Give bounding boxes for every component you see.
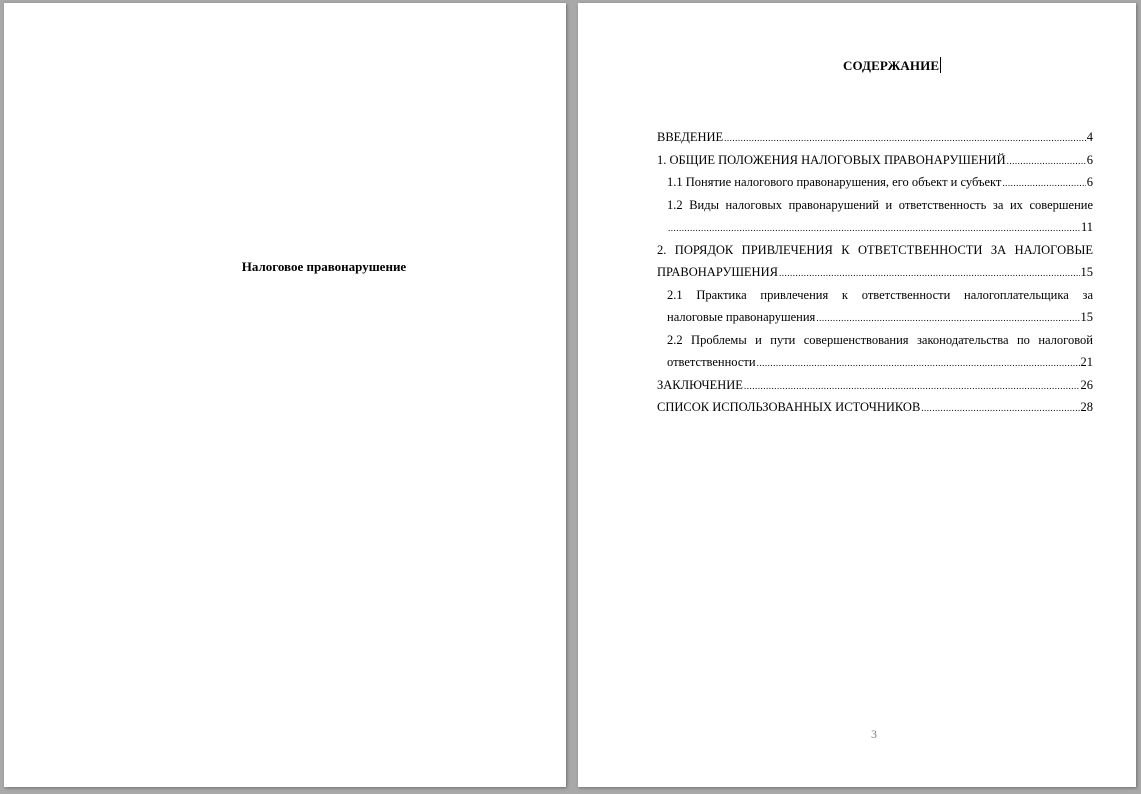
toc-entry-section-2-2[interactable]	[667, 329, 1093, 374]
toc-entry-page: 28	[1080, 400, 1093, 414]
toc-entry-label: СПИСОК ИСПОЛЬЗОВАННЫХ ИСТОЧНИКОВ	[657, 400, 921, 414]
toc-entry-section-1-2[interactable]	[667, 194, 1093, 239]
dot-leader	[1007, 149, 1086, 173]
toc-entry-label-continued: ответственности	[667, 355, 756, 369]
toc-entry-page: 15	[1080, 310, 1093, 324]
dot-leader	[757, 351, 1080, 375]
toc-entry-label: 1.2 Виды налоговых правонарушений и ответственность за их совершение	[667, 197, 1093, 212]
toc-entry-page: 11	[1080, 220, 1093, 234]
table-of-contents	[657, 126, 1093, 419]
toc-entry-label: ВВЕДЕНИЕ	[657, 130, 724, 144]
toc-entry-conclusion[interactable]	[657, 374, 1093, 397]
document-page-contents	[578, 3, 1136, 787]
toc-entry-introduction[interactable]	[657, 126, 1093, 149]
toc-entry-page: 21	[1080, 355, 1093, 369]
toc-entry-label: 2.1 Практика привлечения к ответственности налогоплательщика за	[667, 287, 1093, 302]
toc-entry-page: 26	[1080, 377, 1093, 392]
document-title: Налоговое правонарушение	[241, 259, 407, 274]
dot-leader	[779, 261, 1080, 285]
toc-heading	[843, 57, 941, 74]
toc-entry-page: 15	[1080, 265, 1093, 279]
dot-leader	[816, 306, 1079, 330]
toc-entry-section-2-1[interactable]	[667, 284, 1093, 329]
dot-leader	[1002, 171, 1085, 195]
text-cursor	[940, 57, 941, 73]
toc-entry-label: 2.2 Проблемы и пути совершенствования законодательства по налоговой	[667, 332, 1093, 347]
dot-leader	[724, 126, 1086, 150]
toc-entry-chapter-2[interactable]	[657, 239, 1093, 284]
toc-entry-page: 6	[1086, 175, 1093, 189]
toc-entry-label: ЗАКЛЮЧЕНИЕ	[657, 377, 743, 392]
toc-entry-label: 1.1 Понятие налогового правонарушения, его объект и субъект	[667, 175, 1002, 189]
toc-entry-references[interactable]	[657, 396, 1093, 419]
dot-leader	[744, 374, 1080, 398]
toc-entry-chapter-1[interactable]	[657, 149, 1093, 172]
toc-entry-label: 2. ПОРЯДОК ПРИВЛЕЧЕНИЯ К ОТВЕТСТВЕННОСТИ ЗА НАЛОГОВЫЕ	[657, 242, 1093, 257]
toc-entry-label: 1. ОБЩИЕ ПОЛОЖЕНИЯ НАЛОГОВЫХ ПРАВОНАРУШЕНИЙ	[657, 152, 1006, 167]
toc-entry-page: 4	[1086, 130, 1093, 144]
toc-heading-text: СОДЕРЖАНИЕ	[843, 58, 940, 73]
dot-leader	[668, 216, 1080, 240]
document-page-title	[4, 3, 566, 787]
toc-entry-label-continued: ПРАВОНАРУШЕНИЯ	[657, 265, 778, 279]
page-number: 3	[871, 727, 877, 741]
dot-leader	[921, 396, 1079, 420]
toc-entry-page: 6	[1086, 152, 1093, 167]
toc-entry-label-continued: налоговые правонарушения	[667, 310, 816, 324]
toc-entry-section-1-1[interactable]	[667, 171, 1093, 194]
